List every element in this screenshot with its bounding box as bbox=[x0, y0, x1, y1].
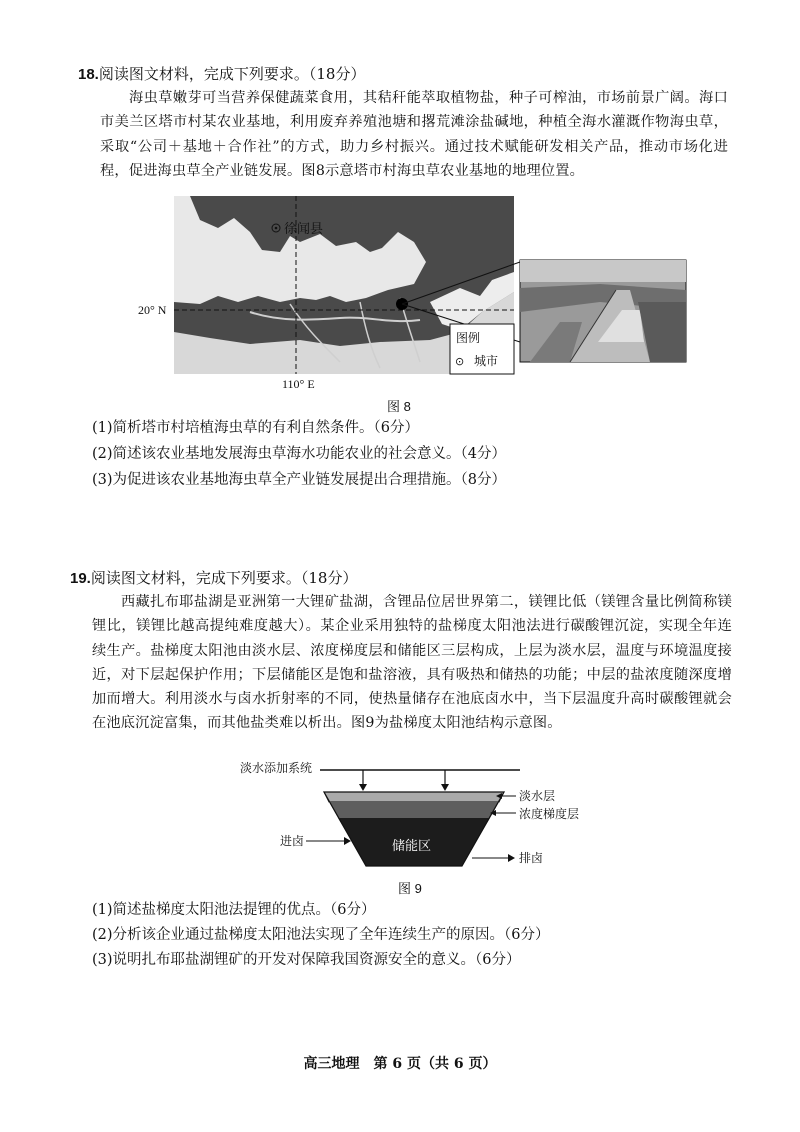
storage-zone-label: 储能区 bbox=[392, 838, 432, 853]
county-label: 徐闻县 bbox=[284, 221, 324, 236]
figure-8-map bbox=[130, 192, 690, 392]
gradient-layer bbox=[329, 802, 499, 818]
city-legend-icon: ⊙ bbox=[455, 355, 465, 368]
gradient-layer-label: 浓度梯度层 bbox=[519, 807, 580, 821]
brine-out-label: 排卤 bbox=[519, 851, 544, 865]
figure-8-caption: 图 8 bbox=[387, 399, 411, 414]
q19-number: 19. bbox=[70, 570, 91, 587]
latitude-label: 20° N bbox=[138, 303, 167, 317]
longitude-label: 110° E bbox=[282, 377, 315, 391]
q18-number: 18. bbox=[78, 66, 99, 83]
q19-heading bbox=[70, 568, 357, 589]
legend-title: 图例 bbox=[456, 331, 481, 345]
q19-sub-question-1: (1)简述盐梯度太阳池法提锂的优点。（6分） bbox=[92, 902, 376, 918]
page-footer: 高三地理 第 6 页（共 6 页） bbox=[303, 1056, 497, 1072]
q18-sub-question-3: (3)为促进该农业基地海虫草全产业链发展提出合理措施。（8分） bbox=[92, 472, 507, 488]
farm-photo bbox=[520, 260, 686, 362]
q18-heading bbox=[78, 64, 365, 85]
q19-sub-question-2: (2)分析该企业通过盐梯度太阳池法实现了全年连续生产的原因。（6分） bbox=[92, 927, 550, 943]
brine-in-label: 进卤 bbox=[280, 834, 305, 848]
q18-heading-text: 阅读图文材料，完成下列要求。（18分） bbox=[98, 65, 366, 83]
q18-material-paragraph: 海虫草嫩芽可当营养保健蔬菜食用，其秸秆能萃取植物盐，种子可榨油，市场前景广阔。海口市美兰区塔市村某农业基地，利用废弃养殖池塘和撂荒滩涂盐碱地，种植全海水灌溉作物海虫草，采取“公司＋基地＋合作社”的方式，助力乡村振兴。通过技术赋能研发相关产品，推动市场化进程，促进海虫草全产业链发展。图8示意塔市村海虫草农业基地的地理位置。 bbox=[100, 90, 728, 179]
figure-9-caption: 图 9 bbox=[398, 881, 422, 896]
figure-9-diagram bbox=[240, 758, 580, 878]
freshwater-layer-label: 淡水层 bbox=[519, 789, 556, 803]
q19-heading-text: 阅读图文材料，完成下列要求。（18分） bbox=[90, 569, 358, 587]
q19-sub-question-3: (3)说明扎布耶盐湖锂矿的开发对保障我国资源安全的意义。（6分） bbox=[92, 952, 521, 968]
q18-sub-question-1: (1)简析塔市村培植海虫草的有利自然条件。（6分） bbox=[92, 420, 420, 436]
q18-sub-question-2: (2)简述该农业基地发展海虫草海水功能农业的社会意义。（4分） bbox=[92, 446, 507, 462]
freshwater-layer bbox=[324, 792, 504, 802]
legend-item-label: 城市 bbox=[474, 354, 499, 368]
freshwater-system-label: 淡水添加系统 bbox=[240, 761, 313, 775]
q19-material-paragraph: 西藏扎布耶盐湖是亚洲第一大锂矿盐湖，含锂品位居世界第二，镁锂比低（镁锂含量比例简称镁锂比，镁锂比越高提纯难度越大）。某企业采用独特的盐梯度太阳池法进行碳酸锂沉淀，实现全年连续生产。盐梯度太阳池由淡水层、浓度梯度层和储能区三层构成，上层为淡水层，温度与环境温度接近，对下层起保护作用；下层储能区是饱和盐溶液，具有吸热和储热的功能；中层的盐浓度随深度增加而增大。利用淡水与卤水折射率的不同，使热量储存在池底卤水中，当下层温度升高时碳酸锂就会在池底沉淀富集，而其他盐类难以析出。图9为盐梯度太阳池结构示意图。 bbox=[92, 594, 732, 732]
